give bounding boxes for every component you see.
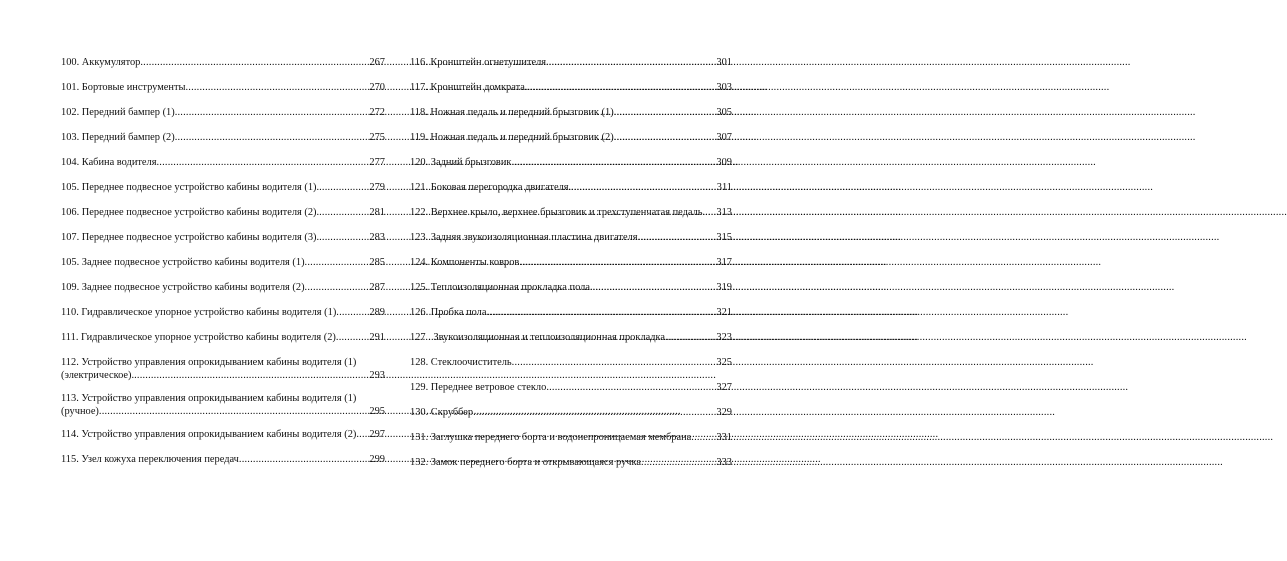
toc-entry-title: 116. Кронштейн огнетушителя. xyxy=(410,57,549,68)
toc-entry-title: 121. Боковая перегородка двигателя. xyxy=(410,182,572,193)
toc-entry-page-number: 321 xyxy=(716,307,732,318)
toc-entry-page-number: 299 xyxy=(369,454,385,465)
toc-entry-page-number: 281 xyxy=(369,207,385,218)
toc-entry-title: 131. Заглушка переднего борта и водонепроницаемая мембрана xyxy=(410,432,692,443)
toc-leader-dots xyxy=(665,331,715,344)
toc-entry-page-number: 270 xyxy=(369,82,385,93)
toc-entry xyxy=(61,181,385,194)
toc-leader-dots xyxy=(319,181,368,194)
toc-entry-title: 128. Стеклоочиститель xyxy=(410,357,512,368)
toc-entry xyxy=(61,306,385,319)
toc-entry-title: 130. Скруббер xyxy=(410,407,474,418)
toc-entry xyxy=(61,453,385,466)
toc-leader-dots xyxy=(549,56,716,69)
toc-leader-dots xyxy=(691,431,715,444)
toc-entry xyxy=(61,131,385,144)
toc-entry-title: (ручное) xyxy=(61,406,99,417)
toc-entry-page-number: 295 xyxy=(369,406,385,417)
toc-entry-page-number: 267 xyxy=(369,57,385,68)
toc-leader-dots xyxy=(527,81,715,94)
toc-entry-page-number: 297 xyxy=(369,429,385,440)
toc-entry-title: 132. Замок переднего борта и открывающаяся ручка xyxy=(410,457,642,468)
toc-entry xyxy=(61,231,385,244)
toc-entry-page-number: 275 xyxy=(369,132,385,143)
toc-leader-dots xyxy=(546,381,715,394)
toc-entry-page-number: 323 xyxy=(716,332,732,343)
toc-leader-dots xyxy=(705,206,715,219)
toc-entry-page-number: 309 xyxy=(716,157,732,168)
toc-leader-dots xyxy=(571,181,716,194)
toc-entry xyxy=(410,406,732,419)
toc-entry-title: 129. Переднее ветровое стекло xyxy=(410,382,547,393)
toc-entry-page-number: 291 xyxy=(369,332,385,343)
toc-entry-title: 126. Пробка пола xyxy=(410,307,487,318)
toc-entry xyxy=(61,281,385,294)
toc-entry-title: 102. Передний бампер (1) xyxy=(61,107,175,118)
toc-leader-dots xyxy=(185,81,368,94)
toc-leader-dots xyxy=(319,206,368,219)
toc-entry-page-number: 293 xyxy=(369,370,385,381)
toc-entry-page-number: 319 xyxy=(716,282,732,293)
toc-entry xyxy=(61,106,385,119)
toc-entry xyxy=(61,256,385,269)
toc-entry-page-number: 333 xyxy=(716,457,732,468)
toc-entry-title: 105. Заднее подвесное устройство кабины водителя (1) xyxy=(61,257,305,268)
toc-entry-page-number: 315 xyxy=(716,232,732,243)
toc-leader-dots xyxy=(486,306,715,319)
toc-entry xyxy=(410,256,732,269)
toc-entry xyxy=(410,356,732,369)
toc-entry-page-number: 303 xyxy=(716,82,732,93)
toc-entry-title: 123. Задняя звукоизоляционная пластина двигателя xyxy=(410,232,638,243)
toc-entry xyxy=(410,156,732,169)
toc-entry-page-number: 283 xyxy=(369,232,385,243)
toc-entry xyxy=(410,106,732,119)
toc-entry-page-number: 329 xyxy=(716,407,732,418)
toc-entry-title: 110. Гидравлическое упорное устройство кабины водителя (1) xyxy=(61,307,337,318)
toc-entry xyxy=(410,56,732,69)
toc-leader-dots xyxy=(305,281,369,294)
toc-leader-dots xyxy=(175,106,369,119)
toc-entry-title: 124. Компоненты ковров xyxy=(410,257,520,268)
toc-entry-title-line1: 112. Устройство управления опрокидыванием кабины водителя (1) xyxy=(61,357,357,368)
toc-entry-title: 106. Переднее подвесное устройство кабины водителя (2). xyxy=(61,207,320,218)
toc-entry-title: 127 . Звукоизоляционная и теплоизоляционная прокладка xyxy=(410,332,665,343)
toc-entry-title: 117. Кронштейн домкрата. xyxy=(410,82,528,93)
toc-entry xyxy=(61,81,385,94)
toc-entry-title: 125. Теплоизоляционная прокладка пола. xyxy=(410,282,593,293)
toc-entry xyxy=(61,428,385,441)
toc-entry xyxy=(61,331,385,344)
toc-leader-dots xyxy=(593,281,716,294)
toc-leader-dots xyxy=(512,356,716,369)
toc-entry-title: 120. Задний брызговик. xyxy=(410,157,515,168)
toc-entry-title: 109. Заднее подвесное устройство кабины водителя (2) xyxy=(61,282,305,293)
toc-leader-dots xyxy=(614,131,716,144)
toc-entry xyxy=(410,306,732,319)
toc-entry-title: 105. Переднее подвесное устройство кабины водителя (1). xyxy=(61,182,320,193)
toc-leader-dots xyxy=(239,453,369,466)
toc-entry-page-number: 279 xyxy=(369,182,385,193)
toc-entry xyxy=(410,181,732,194)
toc-leader-dots xyxy=(175,131,369,144)
toc-entry-page-number: 313 xyxy=(716,207,732,218)
toc-entry xyxy=(61,392,385,418)
toc-entry xyxy=(410,231,732,244)
toc-leader-dots xyxy=(319,231,368,244)
toc-entry-title: (электрическое). xyxy=(61,370,135,381)
toc-entry xyxy=(410,381,732,394)
toc-entry-page-number: 331 xyxy=(716,432,732,443)
toc-leader-dots xyxy=(356,428,368,441)
toc-leader-dots xyxy=(614,106,716,119)
toc-entry-page-number: 327 xyxy=(716,382,732,393)
toc-entry-title: 100. Аккумулятор xyxy=(61,57,141,68)
toc-entry-page-number: 325 xyxy=(716,357,732,368)
toc-entry xyxy=(410,281,732,294)
toc-right-column xyxy=(410,56,732,481)
toc-entry-page-number: 317 xyxy=(716,257,732,268)
toc-entry xyxy=(410,206,732,219)
toc-leader-dots xyxy=(134,369,368,382)
toc-entry-page-number: 307 xyxy=(716,132,732,143)
toc-leader-dots xyxy=(140,56,368,69)
toc-entry xyxy=(410,456,732,469)
toc-entry-title: 114. Устройство управления опрокидыванием кабины водителя (2) xyxy=(61,429,357,440)
toc-entry xyxy=(410,131,732,144)
toc-entry-page-number: 277 xyxy=(369,157,385,168)
toc-entry xyxy=(61,56,385,69)
toc-entry xyxy=(410,81,732,94)
toc-entry-page-number: 285 xyxy=(369,257,385,268)
toc-leader-dots xyxy=(473,406,715,419)
toc-entry-title: 101. Бортовые инструменты xyxy=(61,82,186,93)
toc-leader-dots xyxy=(157,156,369,169)
toc-entry-title: 122. Верхнее крыло, верхнее брызговик и трехступенчатая педаль. xyxy=(410,207,706,218)
toc-entry-title: 115. Узел кожуха переключения передач xyxy=(61,454,239,465)
toc-entry-title: 111. Гидравлическое упорное устройство кабины водителя (2) xyxy=(61,332,336,343)
toc-entry-page-number: 289 xyxy=(369,307,385,318)
toc-leader-dots xyxy=(336,331,369,344)
toc-entry-title: 118. Ножная педаль и передний брызговик (1) xyxy=(410,107,614,118)
toc-entry-page-number: 272 xyxy=(369,107,385,118)
toc-leader-dots xyxy=(99,405,369,418)
toc-entry-title: 119. Ножная педаль и передний брызговик (2) xyxy=(410,132,614,143)
toc-entry xyxy=(61,356,385,382)
toc-entry xyxy=(61,156,385,169)
toc-leader-dots xyxy=(336,306,368,319)
toc-leader-dots xyxy=(305,256,369,269)
toc-leader-dots xyxy=(519,256,715,269)
toc-entry-page-number: 311 xyxy=(716,182,732,193)
toc-entry xyxy=(61,206,385,219)
toc-entry-title: 107. Переднее подвесное устройство кабины водителя (3). xyxy=(61,232,320,243)
toc-entry-page-number: 305 xyxy=(716,107,732,118)
toc-entry-page-number: 301 xyxy=(716,57,732,68)
toc-entry xyxy=(410,431,732,444)
toc-leader-dots xyxy=(514,156,715,169)
toc-left-column xyxy=(61,56,385,478)
toc-entry-title: 104. Кабина водителя xyxy=(61,157,157,168)
toc-entry xyxy=(410,331,732,344)
toc-entry-title-line1: 113. Устройство управления опрокидыванием кабины водителя (1) xyxy=(61,393,357,404)
toc-leader-dots xyxy=(641,456,715,469)
toc-entry-page-number: 287 xyxy=(369,282,385,293)
toc-entry-title: 103. Передний бампер (2) xyxy=(61,132,175,143)
toc-leader-dots xyxy=(638,231,716,244)
